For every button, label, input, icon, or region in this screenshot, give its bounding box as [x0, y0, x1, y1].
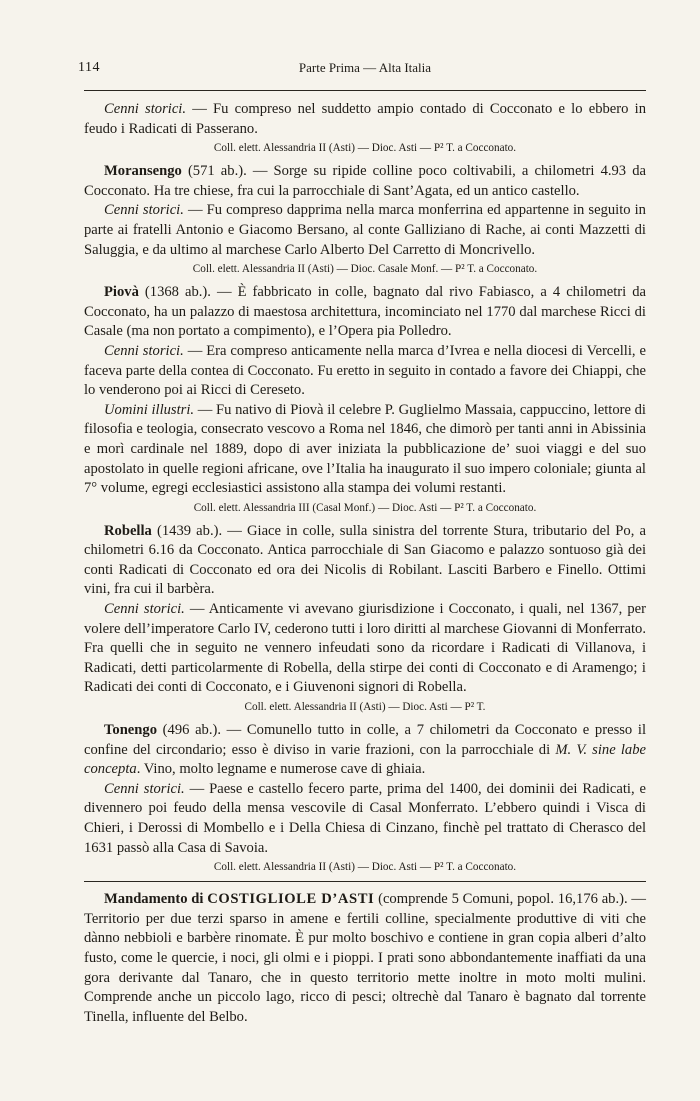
tonengo-name: Tonengo — [104, 722, 157, 739]
cocconato-reference: Coll. elett. Alessandria II (Asti) — Dioc. Asti — P² T. a Cocconato. — [213, 142, 517, 155]
mandamento-text: (comprende 5 Comuni, popol. 16,176 ab.). — Territorio per due terzi sparso in amene e fertili colline, specialmente produttive di viti che dànno nebbioli e barbère rinomate. È pur molto boschivo e contiene in gran copia alberi d’alto fusto, come le quercie, i noci, gli olmi e i pioppi. I prati sono abbondantemente inaffiati da una gora derivante dal Tanaro, che in questo territorio mette inoltre in moto molti mulini. Comprende anche un piccolo lago, ricco di pesci; oltrechè dal Tanaro è bagnato dal torrente Tinella, influente del Belbo. — [84, 891, 646, 1025]
uomini-label: Uomini illustri. — [104, 401, 195, 418]
robella-entry — [84, 522, 646, 600]
tonengo-cenni — [84, 780, 646, 858]
mandamento-entry — [84, 890, 646, 1027]
moransengo-entry — [84, 162, 646, 201]
cocconato-cenni-paragraph — [84, 100, 646, 139]
cenni-text: — Era compreso anticamente nella marca d’Ivrea e nella diocesi di Vercelli, e faceva parte della contea di Cocconato. Fu eretto in seguito in contado a favore dei Chiappi, che lo venderono poi ai Ricci di Cereseto. — [84, 342, 646, 399]
tonengo-dedication: M. V. sine labe concepta — [84, 741, 646, 778]
tonengo-entry — [84, 721, 646, 780]
cenni-label: Cenni storici. — [104, 342, 184, 359]
cenni-label: Cenni storici. — [104, 202, 184, 219]
robella-name: Robella — [104, 522, 152, 539]
cenni-text: — Fu compreso dapprima nella marca monferrina ed appartenne in seguito in parte ai fratelli Antonio e Giacomo Bersano, al conte Galliziano di Rache, ai conti Mazzetti di Saluggia, e da ultimo al marchese Carlo Alberto Del Carretto di Moncrivello. — [84, 202, 646, 258]
piova-uomini — [84, 401, 646, 499]
running-title: Parte Prima — Alta Italia — [298, 60, 432, 75]
page-number: 114 — [78, 60, 100, 75]
cenni-label: Cenni storici. — [104, 101, 187, 117]
robella-reference: Coll. elett. Alessandria II (Asti) — Dioc. Asti — P² T. — [244, 701, 486, 714]
cenni-text: — Paese e castello fecero parte, prima del 1400, dei dominii dei Radicati, e divennero poi feudo della mensa vescovile di Casal Monferrato. L’ebbero quindi i Visca di Chieri, i Derossi di Mombello e i Della Chiesa di Cinzano, finchè pel trattato di Cherasco del 1631 passò alla Casa di Savoia. — [84, 780, 646, 856]
piova-cenni — [84, 342, 646, 401]
moransengo-reference: Coll. elett. Alessandria II (Asti) — Dioc. Casale Monf. — P² T. a Cocconato. — [192, 263, 538, 276]
piova-entry — [84, 283, 646, 342]
piova-name: Piovà — [104, 284, 139, 301]
cenni-text: — Fu compreso nel suddetto ampio contado di Cocconato e lo ebbero in feudo i Radicati di Passerano. — [84, 101, 646, 137]
cenni-label: Cenni storici. — [104, 601, 185, 618]
section-separator — [84, 881, 646, 882]
page-body — [84, 100, 646, 1027]
cenni-text: — Anticamente vi avevano giurisdizione i Cocconato, i quali, nel 1367, per volere dell’imperatore Carlo IV, cederono tutti i loro diritti al marchese Giovanni di Monferrato. Fra quelli che in seguito ne vennero infeudati sono da ricordare i Radicati di Villanova, i Radicati, detti particolarmente di Robella, della stirpe dei conti di Cocconato e di Aramengo; i Radicati dei conti di Cocconato, e i Giuvenoni signori di Robella. — [84, 601, 646, 696]
piova-text: (1368 ab.). — È fabbricato in colle, bagnato dal rivo Fabiasco, a 4 chilometri da Cocconato, ha un palazzo di maestosa architettura, incominciato nel 1770 dal marchese Ricci di Casale (ma non portato a compimento), e l’Opera pia Polledro. — [84, 284, 646, 340]
robella-cenni — [84, 600, 646, 698]
mandamento-name: COSTIGLIOLE D’ASTI — [207, 891, 375, 908]
piova-reference: Coll. elett. Alessandria III (Casal Monf.) — Dioc. Asti — P² T. a Cocconato. — [193, 501, 537, 514]
moransengo-cenni — [84, 201, 646, 260]
tonengo-text-b: . Vino, molto legname e numerose cave di ghiaia. — [136, 761, 426, 778]
page-header — [78, 60, 646, 78]
header-rule — [84, 90, 646, 91]
tonengo-text-a: (496 ab.). — Comunello tutto in colle, a 7 chilometri da Cocconato e presso il confine del circondario; esso è diviso in varie frazioni, con la parrocchiale di — [84, 722, 646, 758]
moransengo-name: Moransengo — [104, 163, 182, 180]
moransengo-text: (571 ab.). — Sorge su ripide colline poco coltivabili, a chilometri 4.93 da Cocconato. Ha tre chiese, fra cui la parrocchiale di Sant’Agata, ed un antico castello. — [84, 163, 646, 199]
cenni-label: Cenni storici. — [104, 780, 185, 797]
mandamento-prefix: Mandamento di — [104, 891, 208, 908]
robella-text: (1439 ab.). — Giace in colle, sulla sinistra del torrente Stura, tributario del Po, a chilometri 6.16 da Cocconato. Antica parrocchiale di San Giacomo e palazzo sontuoso già dei conti Radicati di Cocconato ed ora dei Nicolis di Robilant. Lasciti Barbero e Finello. Ottimi vini, fra cui il barbèra. — [84, 522, 646, 598]
uomini-text: — Fu nativo di Piovà il celebre P. Guglielmo Massaia, cappuccino, lettore di filosofia e teologia, consecrato vescovo a Roma nel 1846, che dimorò per tanti anni in Abissinia e morì cardinale nel 1889, dopo di aver iniziata la pubblicazione de’ suoi viaggi e del suo apostolato in quelle regioni africane, ove l’Italia ha inaugurato il suo impero coloniale; giunta al 7° volume, egregi ecclesiastici assistono alla stampa dei volumi restanti. — [84, 401, 646, 497]
tonengo-reference: Coll. elett. Alessandria II (Asti) — Dioc. Asti — P² T. a Cocconato. — [213, 861, 517, 874]
